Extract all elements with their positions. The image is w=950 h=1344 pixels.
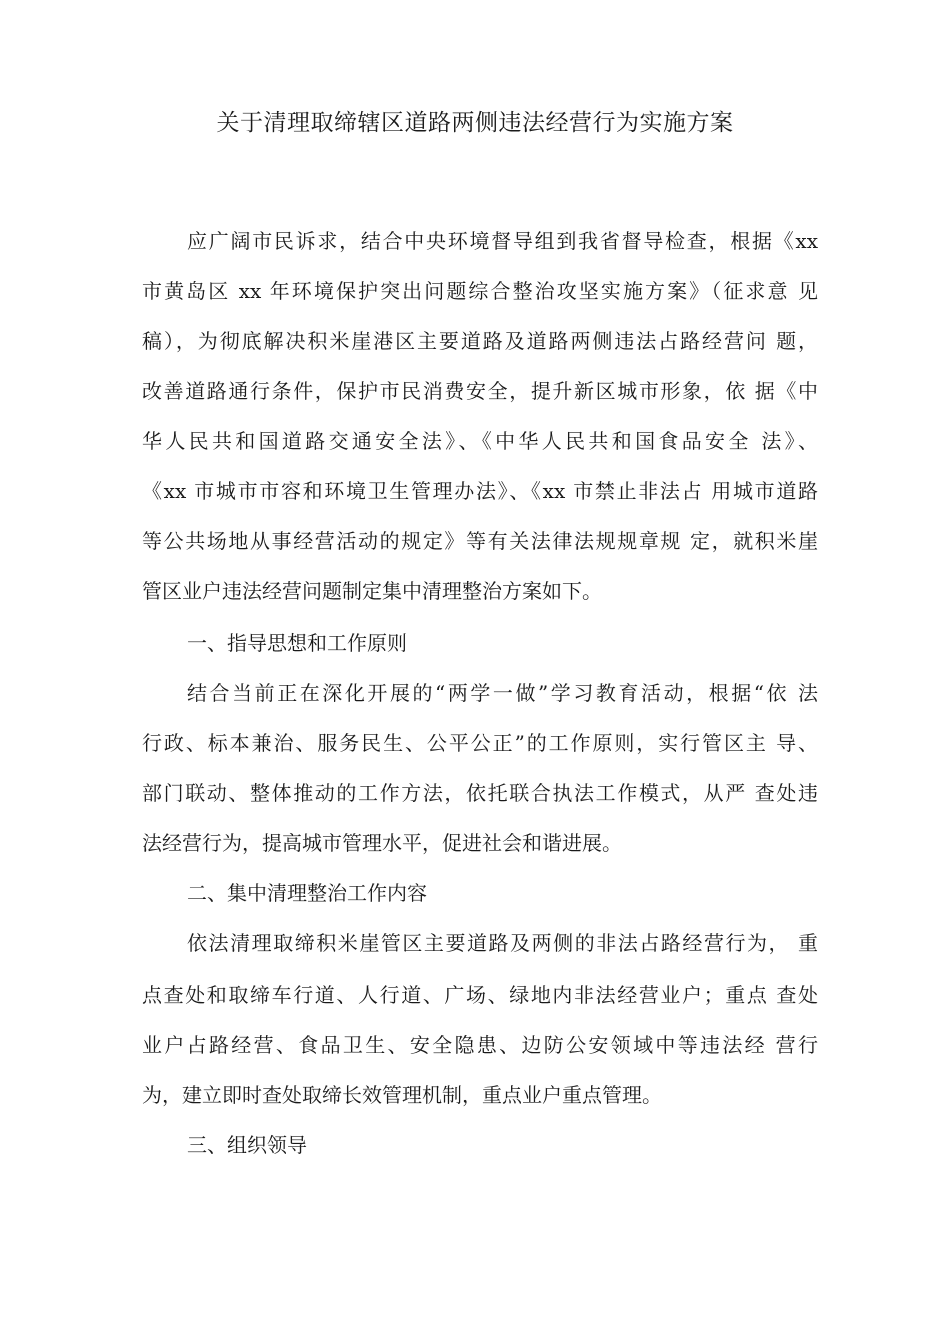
section-heading-1: 一、指导思想和工作原则 <box>187 631 407 655</box>
paragraph-1-line-8: 管区业户违法经营问题制定集中清理整治方案如下。 <box>142 579 602 603</box>
paragraph-2-line-2: 行政、标本兼治、服务民生、公平公正”的工作原则，实行管区主 导、 <box>142 731 818 755</box>
paragraph-1-line-7: 等公共场地从事经营活动的规定》等有关法律法规规章规 定，就积米崖 <box>142 529 818 553</box>
paragraph-3-line-2: 点查处和取缔车行道、人行道、广场、绿地内非法经营业户；重点 查处 <box>142 983 818 1007</box>
section-heading-2: 二、集中清理整治工作内容 <box>187 881 427 905</box>
section-heading-3: 三、组织领导 <box>187 1133 307 1157</box>
paragraph-1-line-4: 改善道路通行条件，保护市民消费安全，提升新区城市形象，依 据《中 <box>142 379 818 403</box>
document-title: 关于清理取缔辖区道路两侧违法经营行为实施方案 <box>216 110 734 136</box>
paragraph-2-line-1: 结合当前正在深化开展的“两学一做”学习教育活动，根据“依 法 <box>187 681 818 705</box>
paragraph-3-line-4: 为，建立即时查处取缔长效管理机制，重点业户重点管理。 <box>142 1083 662 1107</box>
paragraph-2-line-3: 部门联动、整体推动的工作方法，依托联合执法工作模式，从严 查处违 <box>142 781 818 805</box>
paragraph-1-line-3: 稿），为彻底解决积米崖港区主要道路及道路两侧违法占路经营问 题， <box>142 329 818 353</box>
paragraph-3-line-1: 依法清理取缔积米崖管区主要道路及两侧的非法占路经营行为， 重 <box>187 931 818 955</box>
paragraph-1-line-5: 华人民共和国道路交通安全法》、《中华人民共和国食品安全 法》、 <box>142 429 818 453</box>
paragraph-2-line-4: 法经营行为，提高城市管理水平，促进社会和谐进展。 <box>142 831 622 855</box>
paragraph-3-line-3: 业户占路经营、食品卫生、安全隐患、边防公安领域中等违法经 营行 <box>142 1033 818 1057</box>
paragraph-1-line-1: 应广阔市民诉求，结合中央环境督导组到我省督导检查，根据《xx <box>187 229 818 253</box>
paragraph-1-line-2: 市黄岛区 xx 年环境保护突出问题综合整治攻坚实施方案》（征求意 见 <box>142 279 818 303</box>
paragraph-1-line-6: 《xx 市城市市容和环境卫生管理办法》、《xx 市禁止非法占 用城市道路 <box>142 479 818 503</box>
